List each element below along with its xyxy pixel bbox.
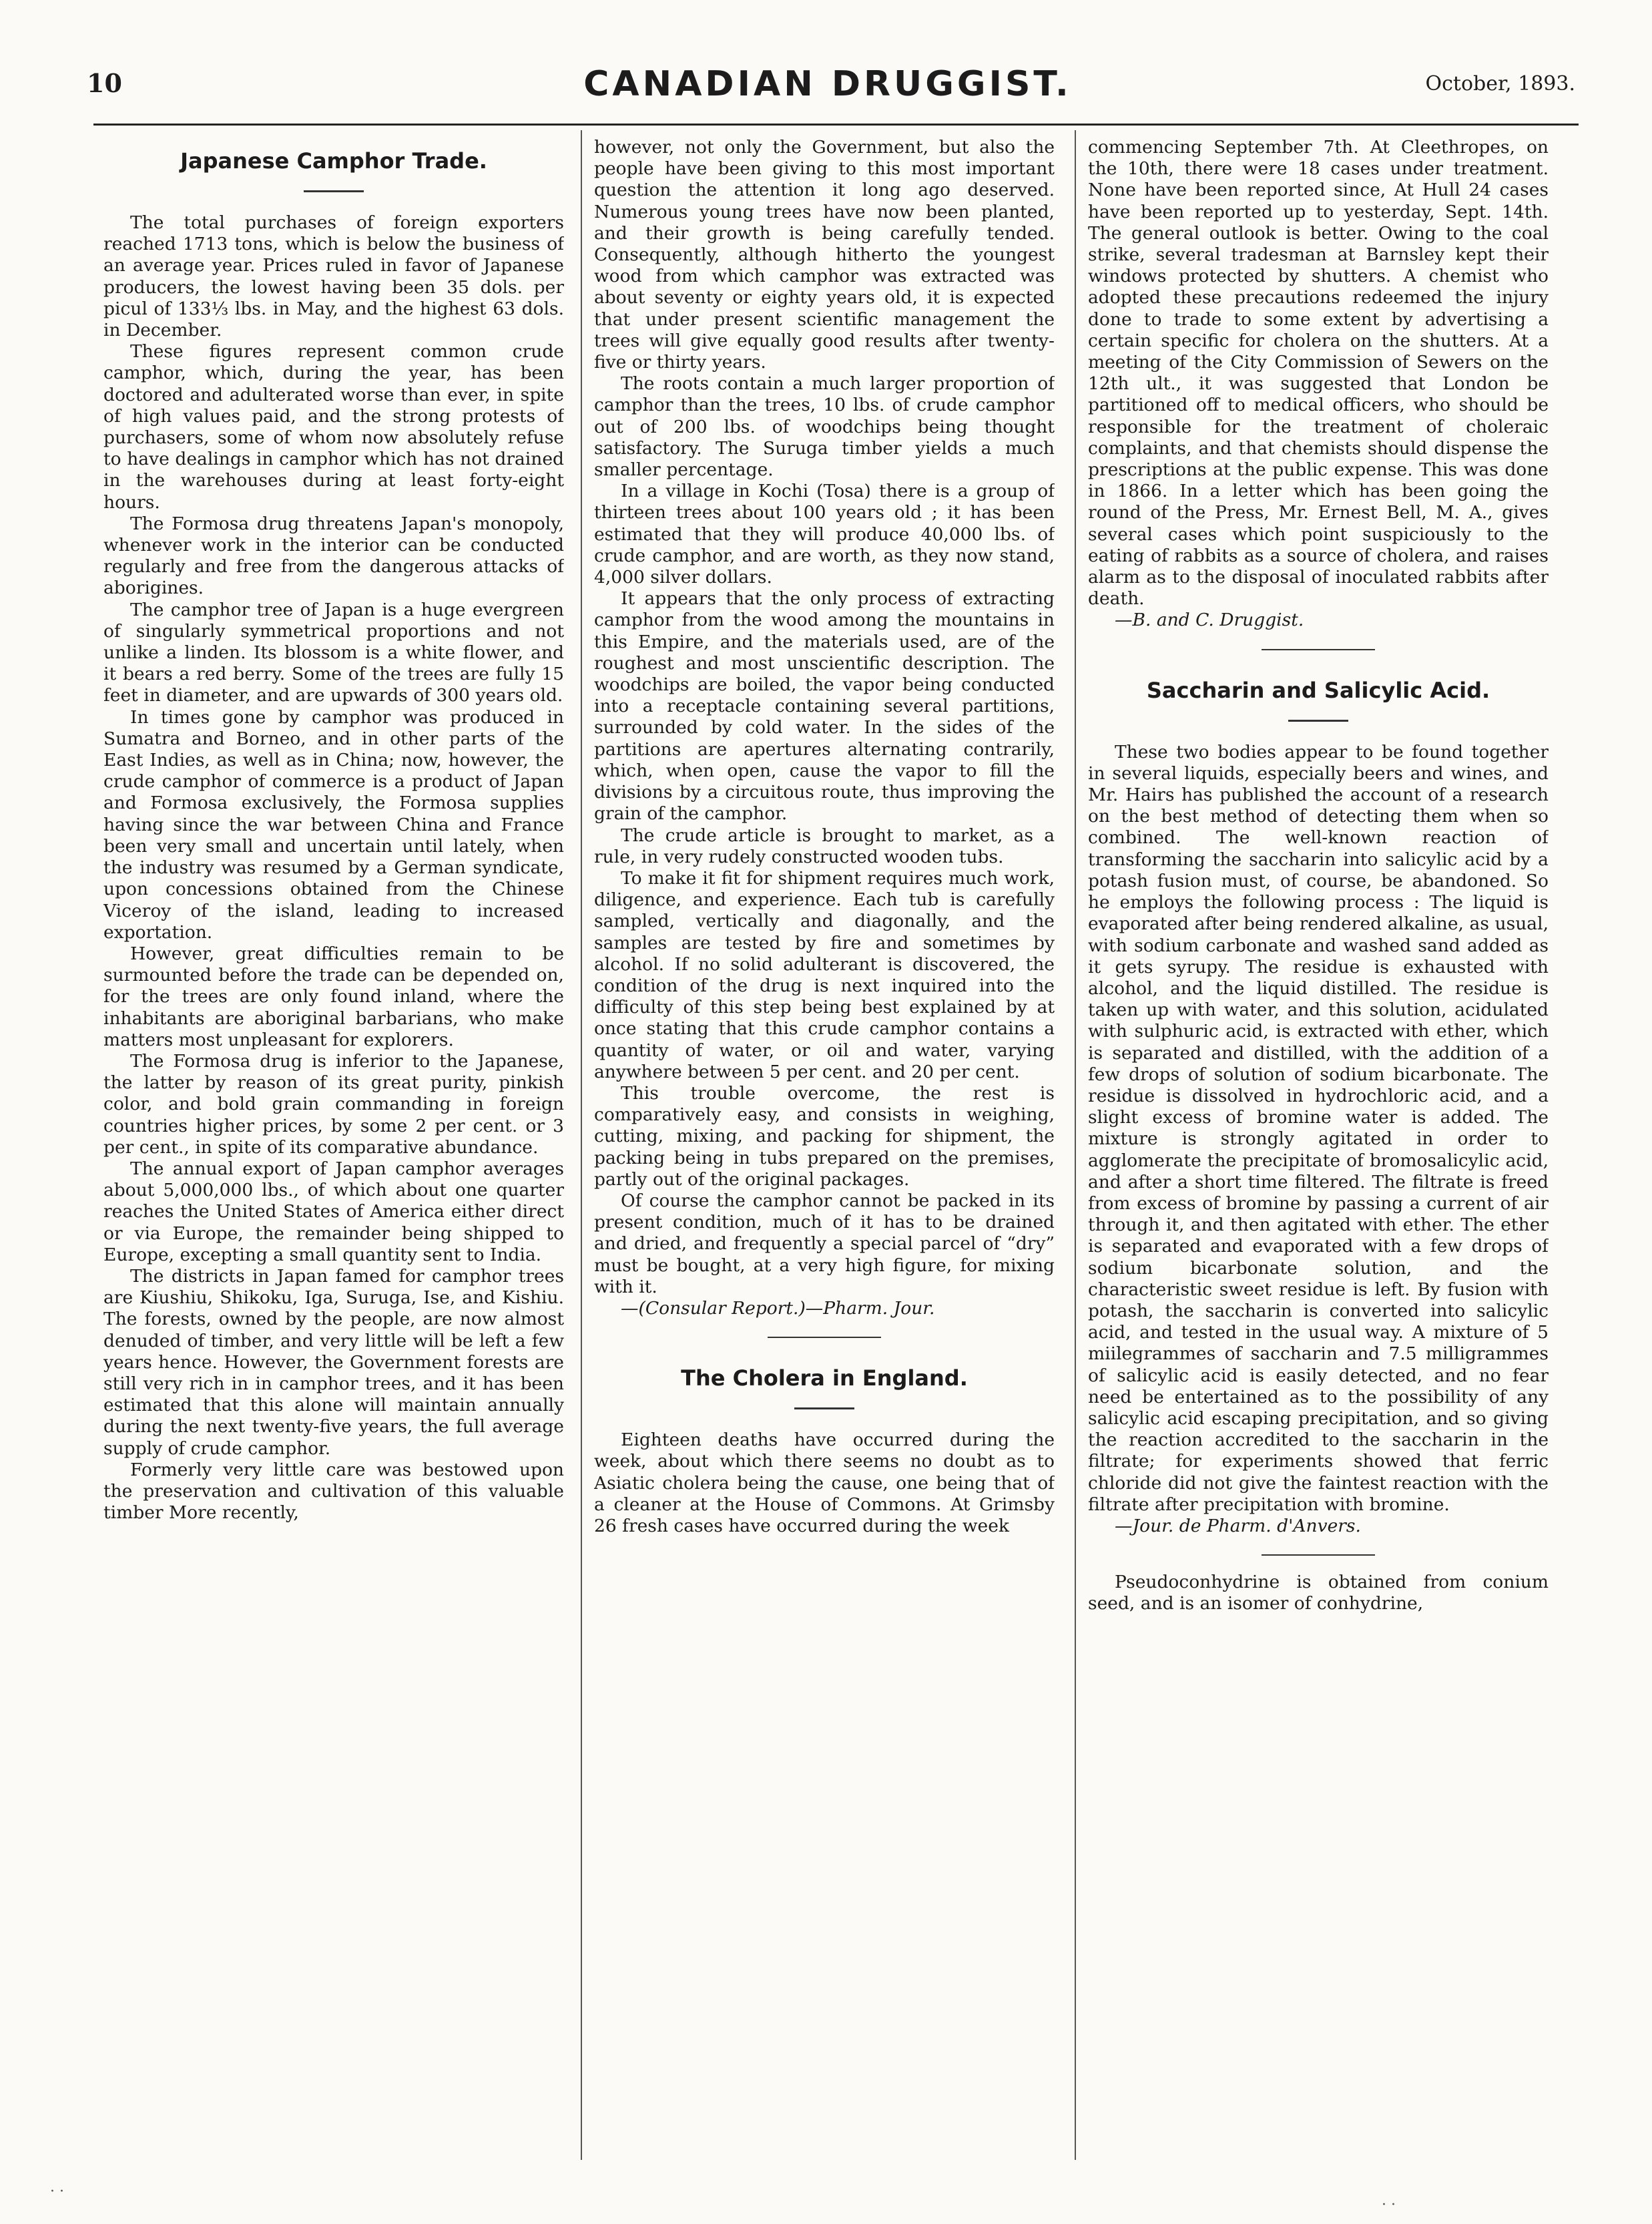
column-divider [1075,130,1076,2160]
article-end-rule [1262,1554,1375,1556]
article-body-camphor [103,212,564,1524]
paragraph: The Formosa drug threatens Japan's monopoly, whenever work in the interior can be conducted regularly and free from the dangerous attacks of aborigines. [103,513,564,599]
article-body-cholera [594,1429,1055,1537]
paragraph: The crude article is brought to market, as a rule, in very rudely constructed wooden tubs. [594,825,1055,867]
column-2 [594,137,1055,2153]
paragraph: commencing September 7th. At Cleethropes, on the 10th, there were 18 cases under treatment. None have been reported since, At Hull 24 cases have been reported up to yesterday, Sept. 14th. The general outlook is better. Owing to the coal strike, several tradesman at Barnsley kept their windows protected by shutters. A chemist who adopted these precautions redeemed the injury done to trade to some extent by advertising a certain specific for cholera on the shutters. At a meeting of the City Commission of Sewers on the 12th ult., it was suggested that London be partitioned off to medical officers, who should be responsible for the treatment of choleraic complaints, and that chemists should dispense the prescriptions at the public expense. This was done in 1866. In a letter which has been going the round of the Press, Mr. Ernest Bell, M. A., gives several cases which point suspiciously to the eating of rabbits as a source of cholera, and raises alarm as to the disposal of inoculated rabbits after death. [1088,137,1549,610]
paragraph: These figures represent common crude camphor, which, during the year, has been doctored and adulterated worse than ever, in spite of high values paid, and the strong protests of purchasers, some of whom now absolutely refuse to have dealings in camphor which has not drained in the warehouses during at least forty-eight hours. [103,341,564,513]
paragraph: The Formosa drug is inferior to the Japanese, the latter by reason of its great purity, pinkish color, and bold grain commanding in foreign countries higher prices, by some 2 per cent. or 3 per cent., in spite of its comparative abundance. [103,1050,564,1158]
paragraph: To make it fit for shipment requires much work, diligence, and experience. Each tub is carefully sampled, vertically and diagonally, and the samples are tested by fire and sometimes by alcohol. If no solid adulterant is discovered, the condition of the drug is next inquired into the difficulty of this step being best explained by at once stating that this crude camphor contains a quantity of water, or oil and water, varying anywhere between 5 per cent. and 20 per cent. [594,867,1055,1082]
paragraph: The annual export of Japan camphor averages about 5,000,000 lbs., of which about one quarter reaches the United States of America either direct or via Europe, the remainder being shipped to Europe, excepting a small quantity sent to India. [103,1158,564,1265]
print-speck: · · [50,2183,64,2200]
column-3 [1088,137,1549,2153]
article-heading-saccharin: Saccharin and Salicylic Acid. [1146,677,1490,703]
heading-rule [1288,720,1348,722]
source-citation: —B. and C. Druggist. [1115,610,1304,631]
page-number: 10 [87,68,122,98]
paragraph: Of course the camphor cannot be packed in its present condition, much of it has to be drained and dried, and frequently a special parcel of “dry” must be bought, at a very high figure, for mixing with it. [594,1190,1055,1297]
article-body-cholera-cont [1088,137,1549,632]
paragraph: however, not only the Government, but also the people have been giving to this most important question the attention it long ago deserved. Numerous young trees have now been planted, and their growth is being carefully tended. Consequently, although hitherto the youngest wood from which camphor was extracted was about seventy or eighty years old, it is expected that under present scientific management the trees will give equally good results after twenty-five or thirty years. [594,137,1055,373]
article-body-saccharin [1088,742,1549,1538]
article-end-rule [768,1337,881,1338]
article-heading-cholera: The Cholera in England. [681,1365,968,1391]
paragraph: Pseudoconhydrine is obtained from conium seed, and is an isomer of conhydrine, [1088,1572,1549,1614]
paragraph: The roots contain a much larger proportion of camphor than the trees, 10 lbs. of crude camphor out of 200 lbs. of woodchips being thought satisfactory. The Suruga timber yields a much smaller percentage. [594,373,1055,481]
print-speck: · · [1382,2197,1396,2213]
issue-date: October, 1893. [1425,72,1575,95]
paragraph: In a village in Kochi (Tosa) there is a group of thirteen trees about 100 years old ; it has been estimated that they will produce 40,000 lbs. of crude camphor, and are worth, as they now stand, 4,000 silver dollars. [594,481,1055,588]
paragraph: It appears that the only process of extracting camphor from the wood among the mountains in this Empire, and the materials used, are of the roughest and most unscientific description. The woodchips are boiled, the vapor being conducted into a receptacle containing several partitions, surrounded by cold water. In the sides of the partitions are apertures alternating contrarily, which, when open, cause the vapor to fill the divisions by a circuitous route, thus improving the grain of the camphor. [594,588,1055,825]
paragraph: The total purchases of foreign exporters reached 1713 tons, which is below the business of an average year. Prices ruled in favor of Japanese producers, the lowest having been 35 dols. per picul of 133⅓ lbs. in May, and the highest 63 dols. in December. [103,212,564,341]
article-heading-camphor: Japanese Camphor Trade. [180,148,487,174]
paragraph: In times gone by camphor was produced in Sumatra and Borneo, and in other parts of the East Indies, as well as in China; now, however, the crude camphor of commerce is a product of Japan and Formosa exclusively, the Formosa supplies having since the war between China and France been very small and uncertain until lately, when the industry was resumed by a German syndicate, upon concessions obtained from the Chinese Viceroy of the island, leading to increased exportation. [103,706,564,943]
journal-title: CANADIAN DRUGGIST. [583,64,1072,104]
paragraph: These two bodies appear to be found together in several liquids, especially beers and wines, and Mr. Hairs has published the account of a research on the best method of detecting them when so combined. The well-known reaction of transforming the saccharin into salicylic acid by a potash fusion must, of course, be abandoned. So he employs the following process : The liquid is evaporated after being rendered alkaline, as usual, with sodium carbonate and washed sand added as it gets syrupy. The residue is exhausted with alcohol, and the liquid distilled. The residue is taken up with water, and this solution, acidulated with sulphuric acid, is extracted with ether, which is separated and distilled, with the addition of a few drops of solution of sodium bicarbonate. The residue is dissolved in hydrochloric acid, and a slight excess of bromine water is added. The mixture is strongly agitated in order to agglomerate the precipitate of bromosalicylic acid, and after a short time filtered. The filtrate is freed from excess of bromine by passing a current of air through it, and then agitated with ether. The ether is separated and evaporated with a few drops of sodium bicarbonate solution, and the characteristic sweet residue is left. By fusion with potash, the saccharin is converted into salicylic acid, and tested in the usual way. A mixture of 5 miilegrammes of saccharin and 7.5 milligrammes of salicylic acid is easily detected, and no fear need be entertained as to the possibility of any salicylic acid escaping precipitation, and so giving the reaction accredited to the saccharin in the filtrate; for experiments showed that ferric chloride did not give the faintest reaction with the filtrate after precipitation with bromine. [1088,741,1549,1515]
paragraph: However, great difficulties remain to be surmounted before the trade can be depended on, for the trees are only found inland, where the inhabitants are aboriginal barbarians, who make matters most unpleasant for explorers. [103,943,564,1050]
article-end-rule [1262,649,1375,650]
page-header [80,64,1575,111]
column-1 [103,137,564,2153]
heading-rule [794,1407,854,1409]
heading-rule [304,190,364,192]
article-body-pseudoconhydrine [1088,1572,1549,1614]
header-rule [93,124,1579,126]
paragraph: This trouble overcome, the rest is comparatively easy, and consists in weighing, cutting, mixing, and packing for shipment, the packing being in tubs prepared on the premises, partly out of the original packages. [594,1082,1055,1190]
paragraph: The camphor tree of Japan is a huge evergreen of singularly symmetrical proportions and not unlike a linden. Its blossom is a white flower, and it bears a red berry. Some of the trees are fully 15 feet in diameter, and are upwards of 300 years old. [103,599,564,706]
paragraph: Formerly very little care was bestowed upon the preservation and cultivation of this valuable timber More recently, [103,1459,564,1524]
paragraph: The districts in Japan famed for camphor trees are Kiushiu, Shikoku, Iga, Suruga, Ise, and Kishiu. The forests, owned by the people, are now almost denuded of timber, and very little will be left a few years hence. However, the Government forests are still very rich in in camphor trees, and it has been estimated that this alone will maintain annually during the next twenty-five years, the full average supply of crude camphor. [103,1265,564,1459]
article-body-camphor-cont [594,137,1055,1319]
paragraph: Eighteen deaths have occurred during the week, about which there seems no doubt as to Asiatic cholera being the cause, one being that of a cleaner at the House of Commons. At Grimsby 26 fresh cases have occurred during the week [594,1429,1055,1536]
source-citation: —(Consular Report.)—Pharm. Jour. [621,1297,935,1319]
source-citation: —Jour. de Pharm. d'Anvers. [1115,1515,1361,1536]
column-divider [581,130,582,2160]
